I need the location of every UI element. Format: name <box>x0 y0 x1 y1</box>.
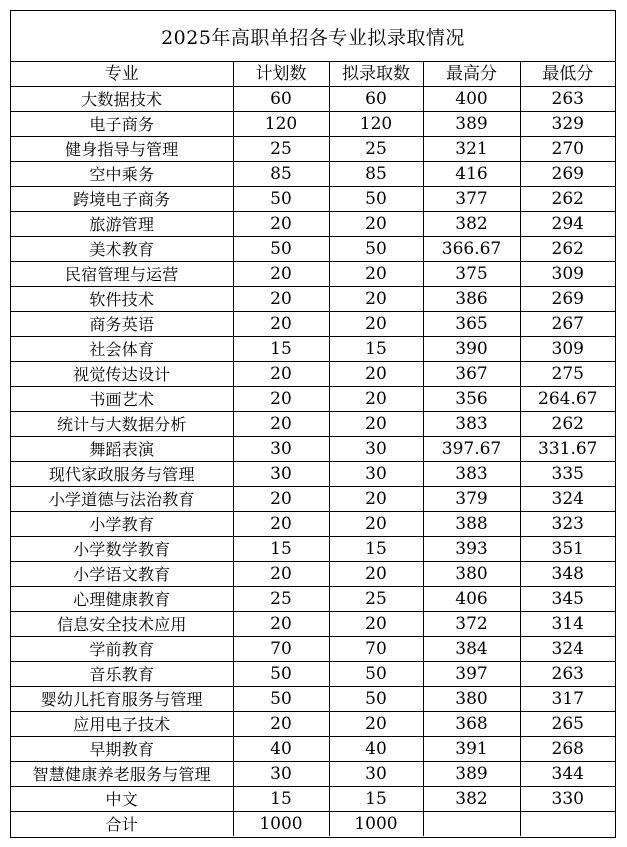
cell-min-score: 344 <box>520 762 615 787</box>
cell-max-score: 383 <box>423 412 520 437</box>
total-row <box>11 812 615 837</box>
cell-major: 现代家政服务与管理 <box>11 462 233 487</box>
cell-admitted-count: 30 <box>329 437 423 462</box>
cell-major: 小学数学教育 <box>11 537 233 562</box>
cell-min-score: 267 <box>520 312 615 337</box>
cell-max-score: 380 <box>423 562 520 587</box>
cell-admitted-count: 25 <box>329 137 423 162</box>
cell-min-score: 263 <box>520 662 615 687</box>
cell-min-score: 345 <box>520 587 615 612</box>
cell-major: 跨境电子商务 <box>11 187 233 212</box>
cell-admitted-count: 70 <box>329 637 423 662</box>
cell-major: 应用电子技术 <box>11 712 233 737</box>
cell-major: 小学教育 <box>11 512 233 537</box>
cell-min-score: 351 <box>520 537 615 562</box>
cell-admitted-count: 15 <box>329 537 423 562</box>
cell-major: 智慧健康养老服务与管理 <box>11 762 233 787</box>
cell-plan-count: 50 <box>233 662 329 687</box>
cell-max-score: 390 <box>423 337 520 362</box>
cell-admitted-count: 50 <box>329 237 423 262</box>
cell-plan-count: 30 <box>233 437 329 462</box>
cell-admitted-count: 50 <box>329 662 423 687</box>
cell-major: 统计与大数据分析 <box>11 412 233 437</box>
cell-max-score: 382 <box>423 787 520 812</box>
cell-min-score: 324 <box>520 487 615 512</box>
cell-min-score: 263 <box>520 87 615 112</box>
cell-major: 音乐教育 <box>11 662 233 687</box>
table-row <box>11 337 615 362</box>
cell-plan-count: 120 <box>233 112 329 137</box>
cell-major: 心理健康教育 <box>11 587 233 612</box>
cell-min-score: 323 <box>520 512 615 537</box>
cell-admitted-count: 15 <box>329 787 423 812</box>
cell-admitted-count: 15 <box>329 337 423 362</box>
cell-admitted-count: 20 <box>329 362 423 387</box>
cell-min-score: 262 <box>520 187 615 212</box>
cell-min-score: 268 <box>520 737 615 762</box>
cell-admitted-count: 20 <box>329 312 423 337</box>
cell-plan-count: 20 <box>233 212 329 237</box>
table-row <box>11 587 615 612</box>
cell-major: 书画艺术 <box>11 387 233 412</box>
table-row <box>11 362 615 387</box>
cell-plan-count: 20 <box>233 362 329 387</box>
cell-plan-count: 20 <box>233 712 329 737</box>
cell-plan-count: 20 <box>233 412 329 437</box>
cell-major: 旅游管理 <box>11 212 233 237</box>
table-row <box>11 137 615 162</box>
cell-max-score: 400 <box>423 87 520 112</box>
cell-min-score: 269 <box>520 287 615 312</box>
cell-plan-count: 50 <box>233 237 329 262</box>
cell-major: 商务英语 <box>11 312 233 337</box>
cell-admitted-count: 20 <box>329 562 423 587</box>
table-row <box>11 237 615 262</box>
cell-plan-count: 85 <box>233 162 329 187</box>
cell-max-score: 365 <box>423 312 520 337</box>
table-row <box>11 287 615 312</box>
table-row <box>11 162 615 187</box>
header-admitted-count: 拟录取数 <box>329 62 423 87</box>
table-row <box>11 687 615 712</box>
cell-min-score: 294 <box>520 212 615 237</box>
cell-admitted-count: 25 <box>329 587 423 612</box>
cell-plan-count: 15 <box>233 337 329 362</box>
table-row <box>11 537 615 562</box>
cell-admitted-count: 60 <box>329 87 423 112</box>
cell-major: 健身指导与管理 <box>11 137 233 162</box>
cell-admitted-count: 50 <box>329 187 423 212</box>
cell-plan-count: 30 <box>233 762 329 787</box>
cell-admitted-count: 20 <box>329 212 423 237</box>
cell-min-score: 269 <box>520 162 615 187</box>
table-row <box>11 662 615 687</box>
cell-max-score: 377 <box>423 187 520 212</box>
table-row <box>11 187 615 212</box>
cell-major: 婴幼儿托育服务与管理 <box>11 687 233 712</box>
cell-max-score: 406 <box>423 587 520 612</box>
cell-min-score: 309 <box>520 337 615 362</box>
cell-major: 视觉传达设计 <box>11 362 233 387</box>
cell-admitted-count: 30 <box>329 762 423 787</box>
cell-max-score: 388 <box>423 512 520 537</box>
cell-plan-count: 50 <box>233 687 329 712</box>
cell-admitted-count: 40 <box>329 737 423 762</box>
cell-min-score: 331.67 <box>520 437 615 462</box>
cell-max-score: 321 <box>423 137 520 162</box>
cell-max-score: 389 <box>423 112 520 137</box>
table-row <box>11 312 615 337</box>
cell-plan-count: 25 <box>233 137 329 162</box>
table-row <box>11 212 615 237</box>
cell-plan-count: 25 <box>233 587 329 612</box>
cell-min-score <box>520 812 615 837</box>
cell-admitted-count: 20 <box>329 612 423 637</box>
cell-admitted-count: 20 <box>329 412 423 437</box>
table-row <box>11 262 615 287</box>
cell-admitted-count: 85 <box>329 162 423 187</box>
cell-admitted-count: 20 <box>329 262 423 287</box>
table-row <box>11 562 615 587</box>
cell-min-score: 335 <box>520 462 615 487</box>
cell-plan-count: 40 <box>233 737 329 762</box>
cell-major: 大数据技术 <box>11 87 233 112</box>
cell-major: 舞蹈表演 <box>11 437 233 462</box>
cell-major: 学前教育 <box>11 637 233 662</box>
cell-min-score: 329 <box>520 112 615 137</box>
cell-max-score: 372 <box>423 612 520 637</box>
table-row <box>11 637 615 662</box>
cell-min-score: 314 <box>520 612 615 637</box>
cell-admitted-count: 20 <box>329 387 423 412</box>
cell-plan-count: 20 <box>233 312 329 337</box>
cell-plan-count: 60 <box>233 87 329 112</box>
cell-plan-count: 30 <box>233 462 329 487</box>
cell-max-score: 389 <box>423 762 520 787</box>
cell-min-score: 317 <box>520 687 615 712</box>
table-row <box>11 462 615 487</box>
header-max-score: 最高分 <box>423 62 520 87</box>
cell-plan-count: 20 <box>233 262 329 287</box>
cell-plan-count: 20 <box>233 387 329 412</box>
table-row <box>11 87 615 112</box>
cell-admitted-count: 50 <box>329 687 423 712</box>
cell-max-score: 397.67 <box>423 437 520 462</box>
table-row <box>11 612 615 637</box>
cell-min-score: 324 <box>520 637 615 662</box>
cell-min-score: 309 <box>520 262 615 287</box>
cell-max-score: 366.67 <box>423 237 520 262</box>
cell-max-score: 368 <box>423 712 520 737</box>
cell-plan-count: 20 <box>233 562 329 587</box>
cell-max-score <box>423 812 520 837</box>
admission-table <box>11 62 615 836</box>
table-row <box>11 487 615 512</box>
table-body <box>11 87 615 837</box>
cell-min-score: 275 <box>520 362 615 387</box>
cell-min-score: 270 <box>520 137 615 162</box>
cell-min-score: 264.67 <box>520 387 615 412</box>
cell-major: 中文 <box>11 787 233 812</box>
cell-max-score: 391 <box>423 737 520 762</box>
cell-admitted-count: 20 <box>329 287 423 312</box>
cell-major: 电子商务 <box>11 112 233 137</box>
cell-max-score: 393 <box>423 537 520 562</box>
cell-max-score: 383 <box>423 462 520 487</box>
cell-major: 信息安全技术应用 <box>11 612 233 637</box>
table-row <box>11 437 615 462</box>
cell-plan-count: 1000 <box>233 812 329 837</box>
cell-min-score: 330 <box>520 787 615 812</box>
cell-admitted-count: 1000 <box>329 812 423 837</box>
table-title: 2025年高职单招各专业拟录取情况 <box>11 11 615 62</box>
cell-admitted-count: 30 <box>329 462 423 487</box>
cell-admitted-count: 120 <box>329 112 423 137</box>
cell-max-score: 356 <box>423 387 520 412</box>
cell-major: 美术教育 <box>11 237 233 262</box>
cell-plan-count: 15 <box>233 537 329 562</box>
cell-plan-count: 70 <box>233 637 329 662</box>
table-row <box>11 712 615 737</box>
cell-major: 空中乘务 <box>11 162 233 187</box>
cell-admitted-count: 20 <box>329 712 423 737</box>
cell-major: 小学语文教育 <box>11 562 233 587</box>
cell-major: 社会体育 <box>11 337 233 362</box>
cell-plan-count: 20 <box>233 612 329 637</box>
cell-major: 民宿管理与运营 <box>11 262 233 287</box>
table-row <box>11 512 615 537</box>
cell-admitted-count: 20 <box>329 512 423 537</box>
header-major: 专业 <box>11 62 233 87</box>
table-row <box>11 737 615 762</box>
cell-major: 软件技术 <box>11 287 233 312</box>
table-row <box>11 787 615 812</box>
cell-major: 合计 <box>11 812 233 837</box>
cell-max-score: 384 <box>423 637 520 662</box>
cell-max-score: 416 <box>423 162 520 187</box>
header-plan-count: 计划数 <box>233 62 329 87</box>
cell-min-score: 348 <box>520 562 615 587</box>
cell-max-score: 380 <box>423 687 520 712</box>
header-min-score: 最低分 <box>520 62 615 87</box>
table-row <box>11 762 615 787</box>
cell-max-score: 375 <box>423 262 520 287</box>
header-row <box>11 62 615 87</box>
cell-max-score: 382 <box>423 212 520 237</box>
cell-min-score: 265 <box>520 712 615 737</box>
cell-plan-count: 20 <box>233 287 329 312</box>
cell-plan-count: 15 <box>233 787 329 812</box>
table-row <box>11 387 615 412</box>
cell-min-score: 262 <box>520 237 615 262</box>
cell-plan-count: 50 <box>233 187 329 212</box>
cell-max-score: 386 <box>423 287 520 312</box>
cell-admitted-count: 20 <box>329 487 423 512</box>
cell-max-score: 367 <box>423 362 520 387</box>
cell-major: 早期教育 <box>11 737 233 762</box>
cell-plan-count: 20 <box>233 487 329 512</box>
cell-major: 小学道德与法治教育 <box>11 487 233 512</box>
table-row <box>11 112 615 137</box>
cell-min-score: 262 <box>520 412 615 437</box>
cell-max-score: 397 <box>423 662 520 687</box>
cell-plan-count: 20 <box>233 512 329 537</box>
cell-max-score: 379 <box>423 487 520 512</box>
admission-table-sheet <box>10 10 616 838</box>
table-row <box>11 412 615 437</box>
